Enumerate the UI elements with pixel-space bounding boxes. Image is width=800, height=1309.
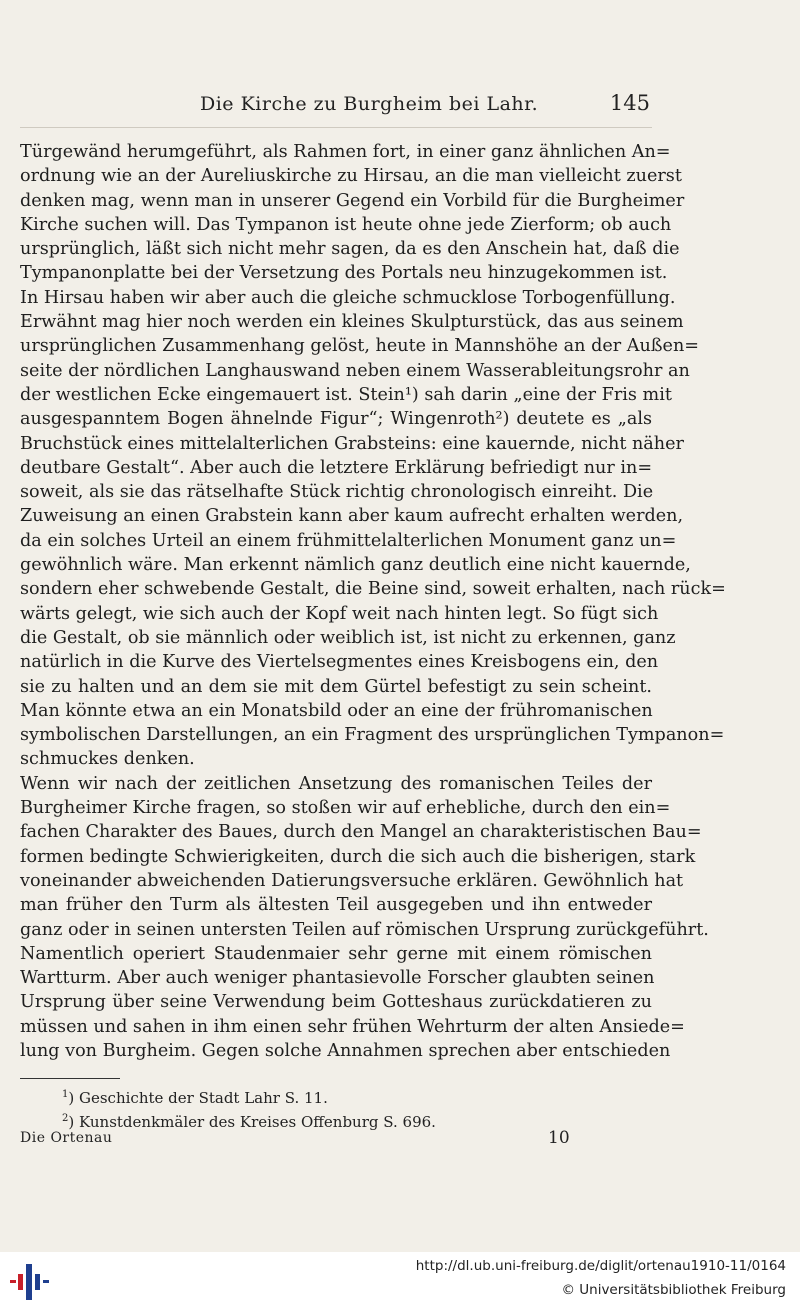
footnote-text: Geschichte der Stadt Lahr S. 11.	[79, 1089, 328, 1107]
text-line: In Hirsau haben wir aber auch die gleiche schmucklose Torbogenfüllung.	[20, 287, 676, 308]
text-line: seite der nördlichen Langhauswand neben einem Wasserableitungsrohr an	[20, 360, 690, 381]
running-header-title: Die Kirche zu Burgheim bei Lahr.	[200, 93, 539, 115]
text-line: gewöhnlich wäre. Man erkennt nämlich ganz deutlich eine nicht kauernde,	[20, 555, 691, 576]
text-line: fachen Charakter des Baues, durch den Mangel an charakteristischen Bau=	[20, 822, 702, 843]
text-line: formen bedingte Schwierigkeiten, durch die sich auch die bisherigen, stark	[20, 846, 696, 867]
footnotes	[62, 1083, 622, 1131]
text-line: sondern eher schwebende Gestalt, die Beine sind, soweit erhalten, nach rück=	[20, 579, 726, 600]
text-line: Namentlich operiert Staudenmaier sehr gerne mit einem römischen	[20, 943, 652, 964]
text-line: schmuckes denken.	[20, 749, 195, 770]
text-line: natürlich in die Kurve des Viertelsegmentes eines Kreisbogens ein, den	[20, 652, 659, 673]
text-line: Bruchstück eines mittelalterlichen Grabsteins: eine kauernde, nicht näher	[20, 433, 684, 454]
footnote-marker: 1	[62, 1089, 69, 1100]
text-line: da ein solches Urteil an einem frühmittelalterlichen Monument ganz un=	[20, 530, 677, 551]
text-line: ordnung wie an der Aureliuskirche zu Hirsau, an die man vielleicht zuerst	[20, 166, 682, 187]
text-line: denken mag, wenn man in unserer Gegend ein Vorbild für die Burgheimer	[20, 190, 685, 211]
text-line: deutbare Gestalt“. Aber auch die letztere Erklärung befriedigt nur in=	[20, 457, 653, 478]
text-line: Tympanonplatte bei der Versetzung des Portals neu hinzugekommen ist.	[20, 263, 668, 284]
text-line: Türgewänd herumgeführt, als Rahmen fort, in einer ganz ähnlichen An=	[20, 142, 671, 162]
text-line: Ursprung über seine Verwendung beim Gotteshaus zurückdatieren zu	[20, 992, 652, 1013]
text-line: ausgespanntem Bogen ähnelnde Figur“; Wingenroth²) deutete es „als	[20, 409, 652, 430]
text-line: soweit, als sie das rätselhafte Stück richtig chronologisch einreiht. Die	[20, 482, 654, 503]
text-line: sie zu halten und an dem sie mit dem Gürtel befestigt zu sein scheint.	[20, 676, 652, 697]
header-divider	[20, 127, 652, 128]
footnote-1	[62, 1083, 622, 1107]
text-line: Wartturm. Aber auch weniger phantasievolle Forscher glaubten seinen	[20, 968, 655, 989]
footnote-marker: 2	[62, 1113, 69, 1124]
footnote-text: Kunstdenkmäler des Kreises Offenburg S. 696.	[79, 1113, 436, 1131]
footnote-2	[62, 1107, 622, 1131]
text-line: die Gestalt, ob sie männlich oder weiblich ist, ist nicht zu erkennen, ganz	[20, 627, 676, 648]
university-library-logo-icon[interactable]	[8, 1260, 52, 1304]
footnote-divider	[20, 1078, 120, 1079]
sheet-number: 10	[548, 1128, 570, 1148]
page-number: 145	[609, 91, 650, 115]
text-line: voneinander abweichenden Datierungsversuche erklären. Gewöhnlich hat	[20, 870, 684, 891]
journal-signature: Die Ortenau	[20, 1130, 113, 1146]
text-line: Man könnte etwa an ein Monatsbild oder an eine der frühromanischen	[20, 700, 653, 721]
text-line: Wenn wir nach der zeitlichen Ansetzung des romanischen Teiles der	[20, 773, 652, 794]
text-line: ursprünglich, läßt sich nicht mehr sagen, da es den Anschein hat, daß die	[20, 239, 680, 260]
body-text	[20, 140, 726, 1063]
viewer-footer-bar	[0, 1252, 800, 1309]
text-line: Zuweisung an einen Grabstein kann aber kaum aufrecht erhalten werden,	[20, 506, 684, 527]
text-line: Kirche suchen will. Das Tympanon ist heute ohne jede Zierform; ob auch	[20, 214, 672, 235]
text-line: lung von Burgheim. Gegen solche Annahmen sprechen aber entschieden	[20, 1040, 671, 1061]
text-line: symbolischen Darstellungen, an ein Fragment des ursprünglichen Tympanon=	[20, 725, 725, 746]
footnote-paren: )	[68, 1089, 79, 1107]
copyright-notice: © Universitätsbibliothek Freiburg	[561, 1282, 786, 1298]
text-line: ursprünglichen Zusammenhang gelöst, heute in Mannshöhe an der Außen=	[20, 336, 700, 357]
text-line: müssen und sahen in ihm einen sehr frühen Wehrturm der alten Ansiede=	[20, 1016, 685, 1037]
text-line: Erwähnt mag hier noch werden ein kleines Skulpturstück, das aus seinem	[20, 312, 684, 333]
text-line: der westlichen Ecke eingemauert ist. Stein¹) sah darin „eine der Fris mit	[20, 384, 672, 405]
text-line: ganz oder in seinen untersten Teilen auf römischen Ursprung zurückgeführt.	[20, 919, 709, 940]
footnote-paren: )	[68, 1113, 79, 1131]
text-line: wärts gelegt, wie sich auch der Kopf weit nach hinten legt. So fügt sich	[20, 603, 659, 624]
text-line: Burgheimer Kirche fragen, so stoßen wir auf erhebliche, durch den ein=	[20, 798, 671, 819]
document-url-link[interactable]: http://dl.ub.uni-freiburg.de/diglit/ortenau1910-11/0164	[415, 1258, 786, 1274]
text-line: man früher den Turm als ältesten Teil ausgegeben und ihn entweder	[20, 895, 652, 916]
